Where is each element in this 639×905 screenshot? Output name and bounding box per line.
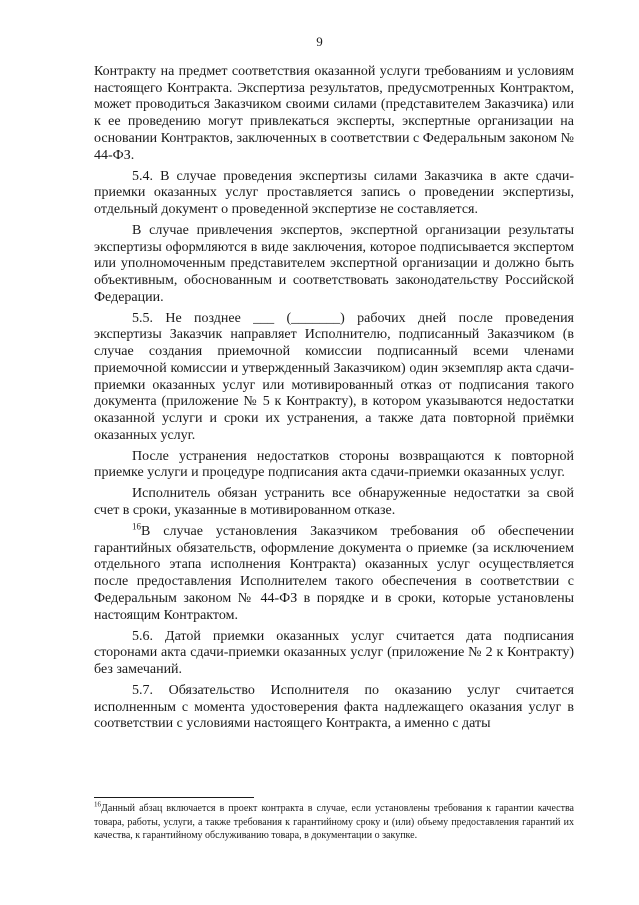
- document-body: [94, 64, 574, 733]
- paragraph-repeat-acceptance: После устранения недостатков стороны возвращаются к повторной приемке услуги и процедуре подписания акта сдачи-приемки оказанных услуг.: [94, 448, 574, 481]
- paragraph-guarantee: [94, 521, 574, 624]
- paragraph-5-5: 5.5. Не позднее ___ (_______) рабочих дней после проведения экспертизы Заказчик направляет Исполнителю, подписанный Заказчиком (в случае создания приемочной комиссии подписанный всеми членами приемочной комиссии и утвержденный Заказчиком) один экземпляр акта сдачи-приемки оказанных услуг или мотивированный отказ от подписания такого документа (приложение № 5 к Контракту), в котором указываются недостатки оказанной услуги и сроки их устранения, а также дата повторной приёмки оказанных услуг.: [94, 310, 574, 443]
- page-number: 9: [316, 34, 323, 49]
- paragraph-5-7: 5.7. Обязательство Исполнителя по оказанию услуг считается исполненным с момента удостоверения факта надлежащего оказания услуг в соответствии с условиями настоящего Контракта, а именно с даты: [94, 682, 574, 732]
- paragraph-experts: В случае привлечения экспертов, экспертной организации результаты экспертизы оформляются в виде заключения, которое подписывается экспертом или уполномоченным представителем экспертной организации и должно быть объективным, обоснованным и соответствовать законодательству Российской Федерации.: [94, 222, 574, 305]
- paragraph-continuation: Контракту на предмет соответствия оказанной услуги требованиям и условиям настоящего Контракта. Экспертиза результатов, предусмотренных Контрактом, может проводиться Заказчиком своими силами (представителем Заказчика) или к ее проведению могут привлекаться эксперты, экспертные организации на основании Контрактов, заключенных в соответствии с Федеральным законом № 44-ФЗ.: [94, 64, 574, 163]
- footnote-separator: [94, 797, 254, 798]
- paragraph-5-6: 5.6. Датой приемки оказанных услуг считается дата подписания сторонами акта сдачи-приемки оказанных услуг (приложение № 2 к Контракту) без замечаний.: [94, 628, 574, 677]
- paragraph-5-4: 5.4. В случае проведения экспертизы силами Заказчика в акте сдачи-приемки оказанных услуг проставляется запись о проведении экспертизы, отдельный документ о проведенной экспертизе не составляется.: [94, 168, 574, 217]
- footnote: [94, 802, 574, 843]
- footnote-text: Данный абзац включается в проект контракта в случае, если установлены требования к гарантии качества товара, работы, услуги, а также требования к гарантийному сроку и (или) объему предоставления гарантий их качества, к гарантийному обслуживанию товара, в документации о закупке.: [94, 803, 574, 841]
- footnote-reference: 16: [132, 521, 141, 532]
- paragraph-guarantee-text: В случае установления Заказчиком требования об обеспечении гарантийных обязательств, оформление документа о приемке (за исключением отдельного этапа исполнения Контракта) оказанных услуг осуществляется после предоставления Исполнителем такого обеспечения в соответствии с Федеральным законом № 44-ФЗ в порядке и в сроки, которые установлены настоящим Контрактом.: [94, 524, 574, 623]
- footnote-number: 16: [94, 800, 101, 809]
- paragraph-fix-defects: Исполнитель обязан устранить все обнаруженные недостатки за свой счет в сроки, указанные в мотивированном отказе.: [94, 486, 574, 519]
